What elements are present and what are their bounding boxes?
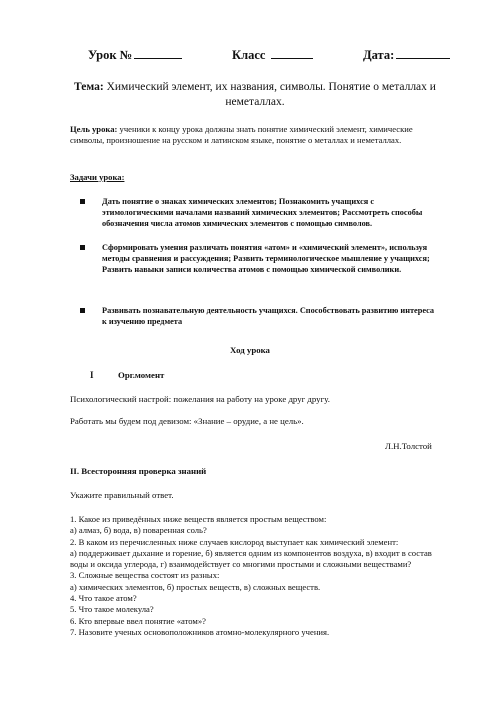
motto-text: Работать мы будем под девизом: «Знание – орудие, а не цель».	[70, 416, 304, 426]
psych-text: Психологический настрой: пожелания на работу на уроке друг другу.	[70, 394, 330, 404]
lesson-number-field	[88, 47, 182, 63]
topic-text: Химический элемент, их названия, символы. Понятие о металлах и неметаллах.	[106, 81, 436, 108]
goal-label: Цель урока:	[70, 124, 118, 134]
class-label: Класс	[232, 48, 266, 62]
task-text: Сформировать умения различать понятия «атом» и «химический элемент», используя методы сравнения и рассуждения; Развить терминологическое мышление у учащихся; Развить навыки записи количества атомов с помощью химической символики.	[102, 243, 430, 275]
task-text: Развивать познавательную деятельность учащихся. Способствовать развитию интереса к изучению предмета	[102, 306, 435, 327]
bullet-icon	[80, 308, 85, 313]
task-text: Дать понятие о знаках химических элементов; Познакомить учащихся с этимологическими началами названий химических элементов; Рассмотреть способы обозначения числа атомов химических элементов с помощью символов.	[102, 197, 423, 229]
question-line: 5. Что такое молекула?	[70, 604, 154, 615]
goal-text: ученики к концу урока должны знать понятие химический элемент, химические символы, произношение на русском и латинском языке, понятие о металлах и неметаллах.	[70, 124, 413, 146]
topic-label: Тема:	[74, 81, 104, 93]
task-item	[80, 196, 440, 230]
questions-list	[70, 514, 440, 638]
question-line: а) поддерживает дыхание и горение, б) является одним из компонентов воздуха, в) входит в состав воды и оксида углерода, г) взаимодействует со многими простыми и сложными веществами?	[70, 547, 432, 570]
date-blank	[396, 47, 450, 59]
section-1-number: I	[90, 370, 94, 380]
question-line: 7. Назовите ученых основоположников атомно-молекулярного учения.	[70, 626, 330, 637]
topic	[60, 80, 450, 110]
class-field	[232, 47, 313, 63]
question-line: а) химических элементов, б) простых веществ, в) сложных веществ.	[70, 581, 321, 592]
section-1-title: Орг.момент	[118, 370, 165, 380]
date-label: Дата:	[363, 48, 395, 62]
quote-author: Л.Н.Толстой	[385, 441, 432, 451]
date-field	[363, 47, 450, 63]
question-line: 2. В каком из перечисленных ниже случаев кислород выступает как химический элемент:	[70, 536, 399, 547]
task-item	[80, 305, 440, 327]
task-item	[80, 242, 440, 276]
bullet-icon	[80, 245, 85, 250]
question-line: 1. Какое из приведённых ниже веществ является простым веществом:	[70, 514, 327, 524]
tasks-title: Задачи урока:	[70, 172, 125, 182]
section-2-title: II. Всесторонняя проверка знаний	[70, 466, 207, 476]
bullet-icon	[80, 199, 85, 204]
lesson-number-blank	[134, 47, 182, 59]
instruction-text: Укажите правильный ответ.	[70, 490, 174, 500]
question-line: 3. Сложные вещества состоят из разных:	[70, 570, 220, 581]
question-line: 4. Что такое атом?	[70, 593, 137, 604]
question-line: 6. Кто впервые ввел понятие «атом»?	[70, 615, 206, 626]
lesson-number-label: Урок №	[88, 48, 133, 62]
lesson-flow-heading: Ход урока	[230, 345, 270, 355]
question-line: а) алмаз, б) вода, в) поваренная соль?	[70, 525, 207, 536]
lesson-goal	[70, 124, 430, 146]
class-blank	[271, 47, 313, 59]
